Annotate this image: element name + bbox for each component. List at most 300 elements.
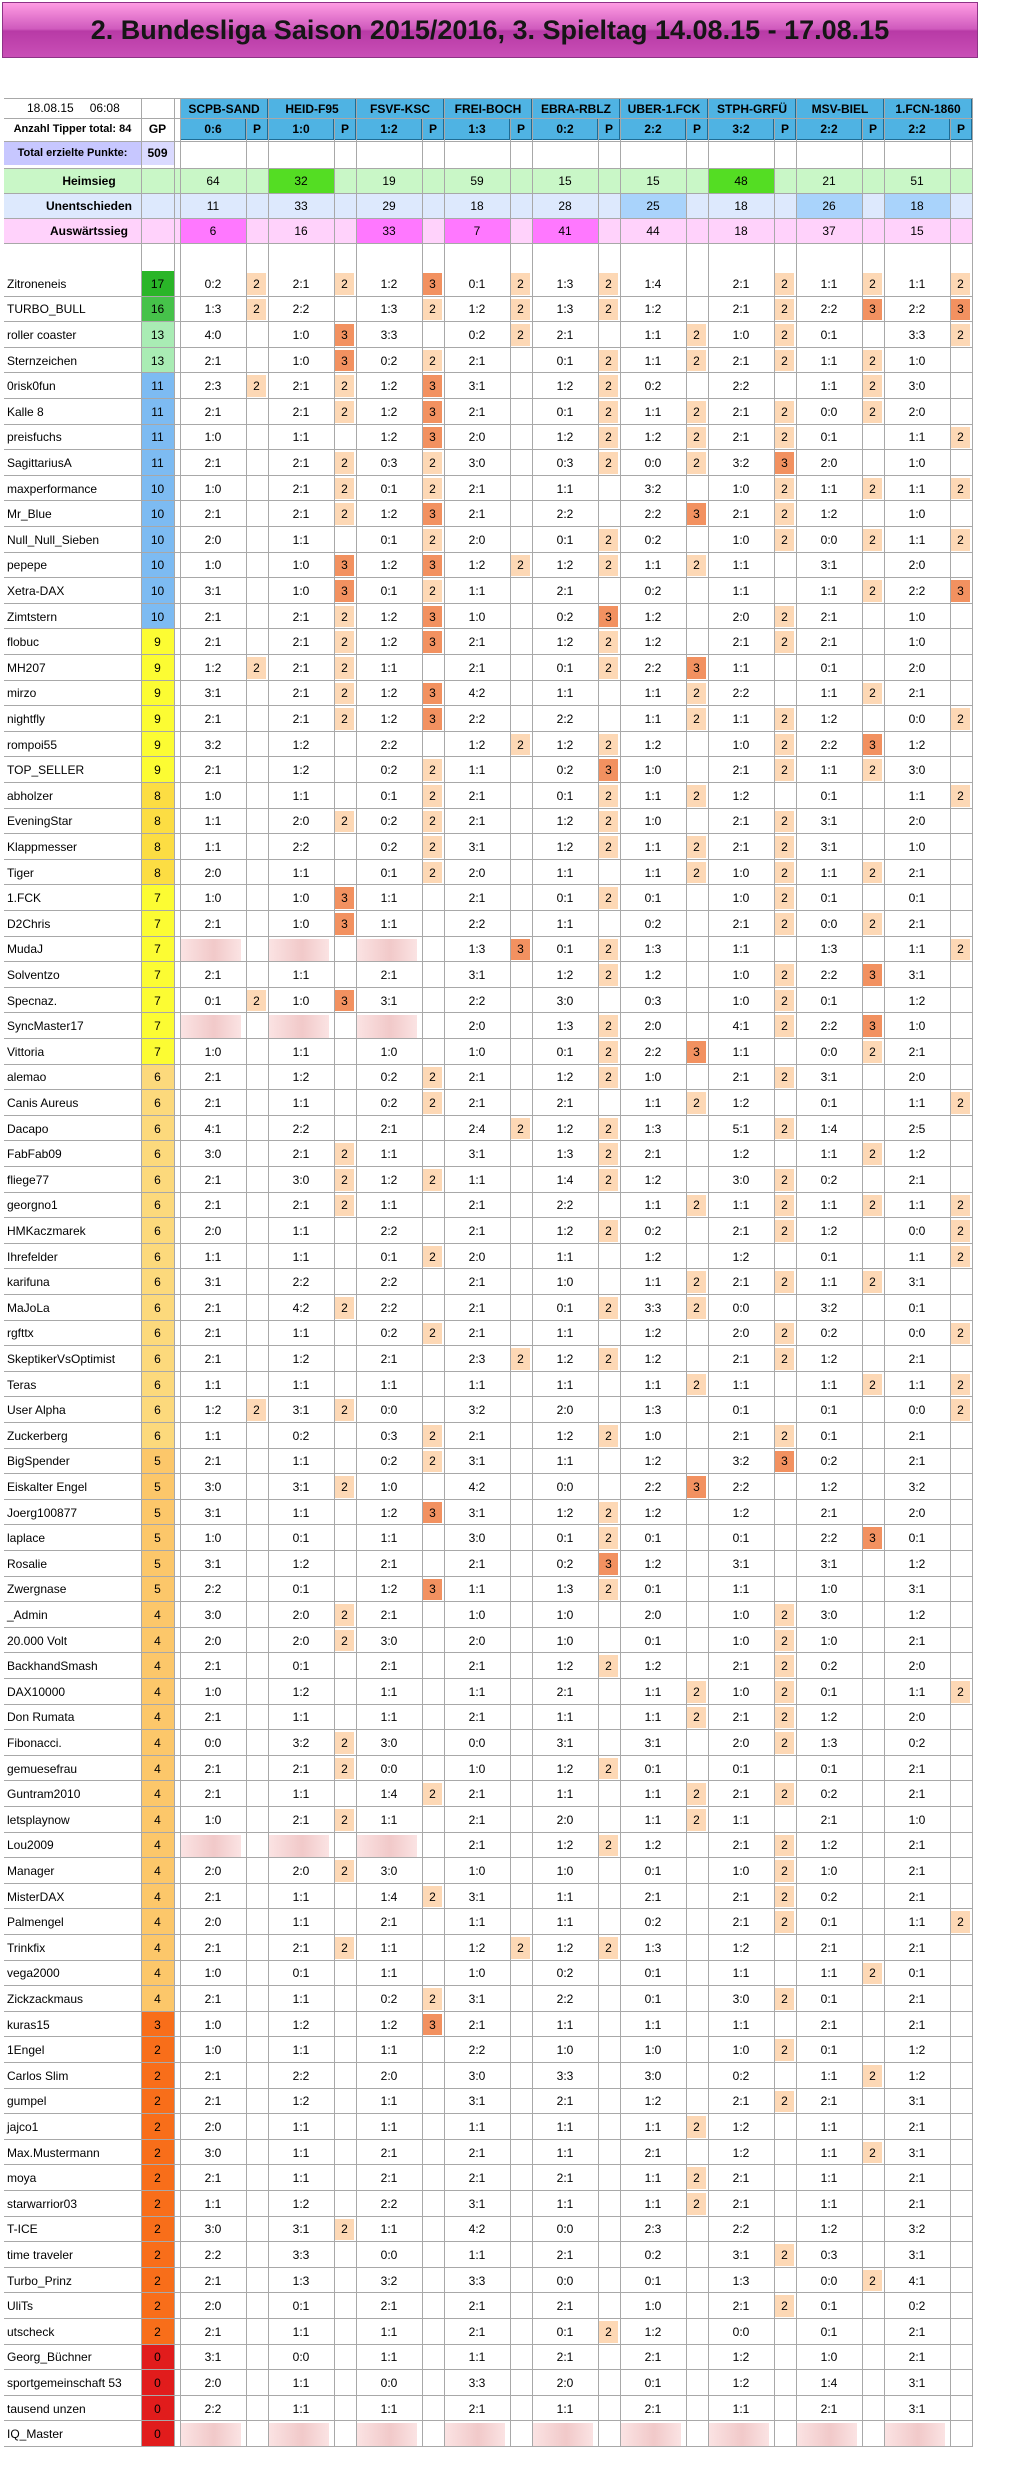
missing-tip bbox=[181, 1835, 241, 1858]
tip-value: 2:1 bbox=[204, 1198, 222, 1213]
tip-value: 0:2 bbox=[820, 1454, 838, 1469]
tip-value: 1:1 bbox=[820, 379, 838, 394]
tip-value: 2:2 bbox=[732, 1479, 750, 1494]
player-name: Manager bbox=[7, 1863, 55, 1878]
column-divider bbox=[422, 118, 423, 2447]
tip-value: 2:1 bbox=[292, 660, 310, 675]
player-name: Tiger bbox=[7, 865, 34, 880]
player-name: preisfuchs bbox=[7, 430, 62, 445]
player-name: Klappmesser bbox=[7, 839, 78, 854]
tip-value: 1:0 bbox=[468, 1044, 486, 1059]
player-gp: 10 bbox=[141, 501, 174, 527]
tip-value: 1:1 bbox=[380, 1966, 398, 1981]
stat-value: 29 bbox=[382, 198, 396, 213]
tip-value: 2:1 bbox=[204, 1326, 222, 1341]
tip-value: 1:2 bbox=[908, 737, 926, 752]
stat-value: 21 bbox=[822, 173, 836, 188]
player-name: maxperformance bbox=[7, 481, 98, 496]
tip-points: 2 bbox=[775, 2244, 794, 2266]
tip-value: 0:2 bbox=[908, 1735, 926, 1750]
tip-value: 1:0 bbox=[204, 1531, 222, 1546]
missing-tip bbox=[269, 2423, 329, 2446]
tip-points: 2 bbox=[335, 606, 354, 628]
tip-value: 2:1 bbox=[908, 865, 926, 880]
tip-value: 2:2 bbox=[732, 2222, 750, 2237]
tip-points: 2 bbox=[335, 452, 354, 474]
tip-points: 2 bbox=[423, 836, 442, 858]
tip-points: 2 bbox=[423, 1323, 442, 1345]
tip-value: 4:2 bbox=[468, 1479, 486, 1494]
player-gp: 13 bbox=[141, 348, 174, 374]
tip-value: 1:0 bbox=[644, 814, 662, 829]
tip-value: 0:2 bbox=[204, 276, 222, 291]
tip-value: 1:1 bbox=[468, 1582, 486, 1597]
tip-value: 2:1 bbox=[732, 2196, 750, 2211]
tip-points: 2 bbox=[863, 2065, 882, 2087]
tip-points: 2 bbox=[687, 1271, 706, 1293]
tip-value: 0:2 bbox=[380, 1070, 398, 1085]
tip-value: 1:1 bbox=[820, 2171, 838, 2186]
tip-value: 1:1 bbox=[644, 1095, 662, 1110]
tip-value: 2:1 bbox=[292, 1940, 310, 1955]
tip-value: 1:0 bbox=[644, 1428, 662, 1443]
player-gp: 13 bbox=[141, 322, 174, 348]
tip-value: 2:1 bbox=[732, 2299, 750, 2314]
tip-value: 1:2 bbox=[644, 1505, 662, 1520]
tip-value: 1:0 bbox=[732, 993, 750, 1008]
player-gp: 5 bbox=[141, 1577, 174, 1603]
tip-value: 1:3 bbox=[468, 942, 486, 957]
tip-value: 3:1 bbox=[468, 379, 486, 394]
player-gp: 16 bbox=[141, 297, 174, 323]
tip-points: 2 bbox=[951, 273, 970, 295]
tip-value: 1:1 bbox=[644, 1710, 662, 1725]
tip-points: 2 bbox=[863, 2270, 882, 2292]
tip-value: 4:1 bbox=[732, 1019, 750, 1034]
tip-value: 2:1 bbox=[820, 609, 838, 624]
tip-points: 2 bbox=[863, 529, 882, 551]
tip-value: 1:0 bbox=[732, 1684, 750, 1699]
stat-value: 25 bbox=[620, 193, 686, 218]
player-name: pepepe bbox=[7, 558, 48, 573]
tip-value: 3:0 bbox=[380, 1863, 398, 1878]
tip-value: 2:2 bbox=[468, 711, 486, 726]
tip-value: 1:2 bbox=[644, 1454, 662, 1469]
tip-value: 2:1 bbox=[468, 891, 486, 906]
tip-value: 2:2 bbox=[468, 916, 486, 931]
stat-value: 28 bbox=[558, 198, 572, 213]
player-name: Xetra-DAX bbox=[7, 583, 65, 598]
tip-value: 4:2 bbox=[292, 1300, 310, 1315]
page-title: 2. Bundesliga Saison 2015/2016, 3. Spieltag 14.08.15 - 17.08.15 bbox=[2, 2, 978, 58]
tip-value: 1:4 bbox=[820, 1121, 838, 1136]
tip-value: 1:1 bbox=[468, 2350, 486, 2365]
column-divider bbox=[174, 98, 175, 2447]
total-points-value: 509 bbox=[141, 141, 174, 165]
tip-value: 2:1 bbox=[644, 2401, 662, 2416]
tip-value: 2:1 bbox=[380, 1607, 398, 1622]
tip-points: 2 bbox=[951, 324, 970, 346]
stat-label: Auswärtssieg bbox=[4, 218, 174, 243]
player-gp: 6 bbox=[141, 1141, 174, 1167]
player-name: TURBO_BULL bbox=[7, 302, 86, 317]
tip-points: 2 bbox=[335, 1297, 354, 1319]
tip-value: 1:2 bbox=[644, 737, 662, 752]
tip-value: 2:2 bbox=[380, 737, 398, 752]
tip-value: 0:1 bbox=[380, 481, 398, 496]
tip-value: 1:1 bbox=[292, 1326, 310, 1341]
tip-value: 1:0 bbox=[732, 327, 750, 342]
tip-value: 2:1 bbox=[468, 1070, 486, 1085]
tip-value: 1:1 bbox=[732, 660, 750, 675]
tip-value: 2:1 bbox=[908, 2196, 926, 2211]
stat-value: 37 bbox=[822, 223, 836, 238]
player-gp: 10 bbox=[141, 604, 174, 630]
column-divider bbox=[796, 98, 797, 2447]
tip-points: 2 bbox=[247, 273, 266, 295]
points-header: P bbox=[950, 118, 972, 140]
tip-points: 2 bbox=[599, 1758, 618, 1780]
tip-value: 1:0 bbox=[204, 788, 222, 803]
player-gp: 0 bbox=[141, 2396, 174, 2422]
tip-points: 2 bbox=[951, 478, 970, 500]
tip-value: 2:1 bbox=[732, 1889, 750, 1904]
tip-value: 0:2 bbox=[380, 839, 398, 854]
tip-points: 2 bbox=[775, 1348, 794, 1370]
tip-value: 3:3 bbox=[468, 2375, 486, 2390]
player-name: FabFab09 bbox=[7, 1147, 62, 1162]
tip-value: 2:1 bbox=[908, 1761, 926, 1776]
tip-value: 2:0 bbox=[204, 2375, 222, 2390]
tip-value: 2:1 bbox=[468, 2145, 486, 2160]
tip-value: 1:2 bbox=[644, 1172, 662, 1187]
tip-value: 0:1 bbox=[820, 1991, 838, 2006]
tip-value: 0:1 bbox=[908, 891, 926, 906]
tip-points: 2 bbox=[775, 1707, 794, 1729]
column-divider bbox=[532, 98, 533, 2447]
stat-value: 44 bbox=[646, 223, 660, 238]
tip-points: 2 bbox=[775, 1323, 794, 1345]
tip-value: 0:2 bbox=[644, 379, 662, 394]
tip-value: 2:1 bbox=[468, 1326, 486, 1341]
tip-value: 3:3 bbox=[468, 2273, 486, 2288]
tip-value: 0:2 bbox=[380, 353, 398, 368]
tip-value: 0:1 bbox=[908, 1531, 926, 1546]
player-name: MaJoLa bbox=[7, 1300, 50, 1315]
tip-value: 2:1 bbox=[292, 1147, 310, 1162]
tip-value: 0:2 bbox=[820, 1659, 838, 1674]
tip-value: 1:1 bbox=[820, 686, 838, 701]
tip-value: 1:1 bbox=[820, 865, 838, 880]
player-gp: 2 bbox=[141, 2191, 174, 2217]
tip-points: 3 bbox=[687, 503, 706, 525]
tip-value: 3:0 bbox=[908, 763, 926, 778]
tip-points: 2 bbox=[775, 1220, 794, 1242]
tip-value: 1:2 bbox=[380, 1505, 398, 1520]
tip-value: 1:2 bbox=[556, 430, 574, 445]
stat-value: 18 bbox=[884, 193, 950, 218]
player-name: EveningStar bbox=[7, 814, 73, 829]
tip-points: 2 bbox=[599, 964, 618, 986]
tip-value: 1:2 bbox=[380, 1582, 398, 1597]
tip-value: 1:1 bbox=[644, 353, 662, 368]
player-gp: 10 bbox=[141, 553, 174, 579]
tip-value: 2:2 bbox=[820, 967, 838, 982]
column-divider bbox=[620, 98, 621, 2447]
tip-value: 2:1 bbox=[732, 276, 750, 291]
tip-value: 1:1 bbox=[644, 839, 662, 854]
tip-value: 2:1 bbox=[468, 1812, 486, 1827]
tip-value: 1:2 bbox=[820, 1351, 838, 1366]
player-gp: 4 bbox=[141, 1807, 174, 1833]
tip-value: 1:3 bbox=[380, 302, 398, 317]
tip-points: 2 bbox=[423, 1067, 442, 1089]
tip-value: 2:0 bbox=[204, 1633, 222, 1648]
tip-value: 1:1 bbox=[380, 2350, 398, 2365]
player-gp: 11 bbox=[141, 425, 174, 451]
player-gp: 6 bbox=[141, 1295, 174, 1321]
tip-value: 1:1 bbox=[908, 1377, 926, 1392]
tip-points: 2 bbox=[775, 1425, 794, 1447]
tip-points: 2 bbox=[951, 1246, 970, 1268]
player-name: Carlos Slim bbox=[7, 2068, 69, 2083]
tip-value: 2:2 bbox=[292, 839, 310, 854]
tip-points: 2 bbox=[951, 529, 970, 551]
player-gp: 7 bbox=[141, 988, 174, 1014]
tip-points: 2 bbox=[951, 1374, 970, 1396]
player-name: Zitroneneis bbox=[7, 276, 67, 291]
player-gp: 4 bbox=[141, 1858, 174, 1884]
tip-value: 1:1 bbox=[820, 2068, 838, 2083]
tip-value: 1:0 bbox=[820, 1863, 838, 1878]
stat-label: Unentschieden bbox=[4, 193, 174, 218]
tip-value: 1:0 bbox=[292, 916, 310, 931]
player-name: Mr_Blue bbox=[7, 507, 52, 522]
tip-points: 2 bbox=[863, 375, 882, 397]
player-name: MudaJ bbox=[7, 942, 44, 957]
tip-value: 1:1 bbox=[292, 2401, 310, 2416]
tip-value: 1:2 bbox=[380, 711, 398, 726]
player-name: jajco1 bbox=[7, 2119, 39, 2134]
tip-value: 0:3 bbox=[820, 2247, 838, 2262]
tip-points: 2 bbox=[951, 1220, 970, 1242]
tip-value: 1:1 bbox=[644, 2171, 662, 2186]
tip-value: 3:1 bbox=[820, 814, 838, 829]
stat-value: 26 bbox=[796, 193, 862, 218]
player-name: Null_Null_Sieben bbox=[7, 532, 100, 547]
player-name: karifuna bbox=[7, 1275, 50, 1290]
tip-value: 1:1 bbox=[644, 1787, 662, 1802]
tip-points: 2 bbox=[775, 990, 794, 1012]
tip-points: 2 bbox=[599, 631, 618, 653]
tip-value: 1:0 bbox=[556, 1863, 574, 1878]
stat-value: 41 bbox=[532, 218, 598, 243]
tip-value: 0:1 bbox=[292, 1966, 310, 1981]
tip-value: 2:1 bbox=[732, 1915, 750, 1930]
tip-value: 2:1 bbox=[204, 1889, 222, 1904]
tip-value: 1:3 bbox=[556, 1582, 574, 1597]
tip-value: 2:1 bbox=[908, 916, 926, 931]
tip-points: 2 bbox=[863, 759, 882, 781]
tip-points: 3 bbox=[335, 350, 354, 372]
tip-value: 0:3 bbox=[380, 1428, 398, 1443]
tip-points: 2 bbox=[423, 785, 442, 807]
tip-value: 2:0 bbox=[908, 1659, 926, 1674]
tip-value: 1:2 bbox=[292, 1351, 310, 1366]
stat-value: 15 bbox=[646, 173, 660, 188]
tip-points: 2 bbox=[599, 2321, 618, 2343]
tip-value: 1:3 bbox=[820, 1735, 838, 1750]
tip-value: 2:1 bbox=[204, 916, 222, 931]
tip-value: 2:1 bbox=[380, 1121, 398, 1136]
tip-value: 1:0 bbox=[820, 2350, 838, 2365]
tip-value: 1:2 bbox=[732, 1147, 750, 1162]
missing-tip bbox=[709, 2423, 769, 2446]
player-name: abholzer bbox=[7, 788, 54, 803]
tip-points: 2 bbox=[599, 529, 618, 551]
row-divider bbox=[4, 118, 972, 119]
tip-points: 2 bbox=[775, 2039, 794, 2061]
tip-value: 0:2 bbox=[556, 763, 574, 778]
tip-value: 3:2 bbox=[292, 1735, 310, 1750]
tip-value: 2:1 bbox=[732, 635, 750, 650]
tip-value: 3:1 bbox=[908, 2401, 926, 2416]
tip-value: 2:1 bbox=[204, 1351, 222, 1366]
tip-value: 0:1 bbox=[380, 865, 398, 880]
tip-value: 0:1 bbox=[908, 1300, 926, 1315]
tip-value: 1:2 bbox=[204, 1403, 222, 1418]
tip-value: 3:0 bbox=[380, 1735, 398, 1750]
player-name: georgno1 bbox=[7, 1198, 58, 1213]
tip-value: 2:0 bbox=[820, 455, 838, 470]
tip-value: 0:1 bbox=[644, 2375, 662, 2390]
column-divider bbox=[356, 98, 357, 2447]
tip-value: 1:1 bbox=[468, 2247, 486, 2262]
player-gp: 6 bbox=[141, 1346, 174, 1372]
tip-points: 2 bbox=[687, 1195, 706, 1217]
tip-value: 2:0 bbox=[204, 865, 222, 880]
tip-value: 1:0 bbox=[292, 327, 310, 342]
tip-value: 0:2 bbox=[820, 1889, 838, 1904]
tip-points: 2 bbox=[863, 862, 882, 884]
tip-value: 0:1 bbox=[556, 532, 574, 547]
tip-value: 3:1 bbox=[732, 1556, 750, 1571]
tip-value: 1:2 bbox=[644, 1838, 662, 1853]
tip-value: 3:1 bbox=[468, 839, 486, 854]
tip-points: 2 bbox=[335, 1937, 354, 1959]
tip-value: 1:2 bbox=[380, 1172, 398, 1187]
stat-value: 18 bbox=[734, 198, 748, 213]
tip-value: 1:0 bbox=[732, 1633, 750, 1648]
tip-value: 0:0 bbox=[468, 1735, 486, 1750]
tip-points: 2 bbox=[335, 1860, 354, 1882]
tip-value: 1:1 bbox=[292, 1710, 310, 1725]
tip-points: 2 bbox=[863, 1041, 882, 1063]
player-gp: 4 bbox=[141, 1961, 174, 1987]
tip-value: 1:1 bbox=[644, 1812, 662, 1827]
tip-value: 1:0 bbox=[732, 967, 750, 982]
tip-points: 2 bbox=[775, 1860, 794, 1882]
tip-value: 2:1 bbox=[908, 1633, 926, 1648]
tip-value: 3:1 bbox=[908, 2145, 926, 2160]
tip-value: 3:1 bbox=[644, 1735, 662, 1750]
tip-points: 3 bbox=[863, 1015, 882, 1037]
tip-points: 2 bbox=[863, 350, 882, 372]
tip-value: 2:2 bbox=[292, 1121, 310, 1136]
tip-value: 2:2 bbox=[732, 379, 750, 394]
tip-value: 2:1 bbox=[292, 711, 310, 726]
tip-value: 3:1 bbox=[820, 839, 838, 854]
tip-points: 2 bbox=[775, 811, 794, 833]
player-gp: 6 bbox=[141, 1167, 174, 1193]
tip-value: 1:0 bbox=[556, 1633, 574, 1648]
tip-value: 0:1 bbox=[644, 1531, 662, 1546]
tip-value: 2:1 bbox=[204, 353, 222, 368]
tip-value: 2:1 bbox=[292, 609, 310, 624]
tip-value: 1:2 bbox=[732, 1505, 750, 1520]
stat-value: 64 bbox=[206, 173, 220, 188]
tip-points: 2 bbox=[599, 785, 618, 807]
tip-value: 2:1 bbox=[556, 2247, 574, 2262]
tip-value: 1:1 bbox=[204, 1249, 222, 1264]
tip-value: 2:2 bbox=[468, 993, 486, 1008]
tip-value: 2:1 bbox=[732, 1787, 750, 1802]
tip-points: 2 bbox=[511, 734, 530, 756]
tip-value: 0:2 bbox=[644, 916, 662, 931]
tip-value: 1:2 bbox=[556, 1659, 574, 1674]
tip-points: 3 bbox=[687, 657, 706, 679]
tip-points: 2 bbox=[775, 478, 794, 500]
player-name: 20.000 Volt bbox=[7, 1633, 68, 1648]
tip-value: 1:2 bbox=[468, 302, 486, 317]
match-header: SCPB-SAND bbox=[180, 98, 268, 119]
tip-value: 2:0 bbox=[908, 1505, 926, 1520]
date-label: 18.08.15 bbox=[27, 101, 74, 115]
tip-value: 1:1 bbox=[380, 1147, 398, 1162]
tip-points: 2 bbox=[247, 990, 266, 1012]
player-name: alemao bbox=[7, 1070, 47, 1085]
tip-value: 0:1 bbox=[820, 1095, 838, 1110]
column-divider bbox=[972, 98, 973, 2447]
missing-tip bbox=[181, 1015, 241, 1038]
tip-value: 1:1 bbox=[820, 353, 838, 368]
tip-value: 2:1 bbox=[292, 404, 310, 419]
player-name: rompoi55 bbox=[7, 737, 58, 752]
tip-value: 2:0 bbox=[468, 532, 486, 547]
tip-value: 2:1 bbox=[204, 609, 222, 624]
tip-value: 1:2 bbox=[820, 2222, 838, 2237]
match-header: FREI-BOCH bbox=[444, 98, 532, 119]
tip-value: 2:1 bbox=[468, 788, 486, 803]
tip-points: 2 bbox=[775, 324, 794, 346]
tip-points: 2 bbox=[951, 1195, 970, 1217]
tip-value: 0:1 bbox=[556, 353, 574, 368]
player-gp: 5 bbox=[141, 1500, 174, 1526]
tip-points: 2 bbox=[335, 503, 354, 525]
tip-value: 3:0 bbox=[204, 2222, 222, 2237]
tip-value: 3:1 bbox=[908, 1275, 926, 1290]
tip-value: 3:1 bbox=[908, 2247, 926, 2262]
tip-value: 2:1 bbox=[468, 1838, 486, 1853]
tip-points: 2 bbox=[863, 1271, 882, 1293]
tip-points: 3 bbox=[335, 990, 354, 1012]
tip-value: 3:3 bbox=[556, 2068, 574, 2083]
tip-value: 2:1 bbox=[468, 1198, 486, 1213]
player-gp: 5 bbox=[141, 1474, 174, 1500]
tip-value: 2:1 bbox=[380, 2145, 398, 2160]
tip-value: 1:1 bbox=[380, 2043, 398, 2058]
tip-value: 1:2 bbox=[732, 2145, 750, 2160]
